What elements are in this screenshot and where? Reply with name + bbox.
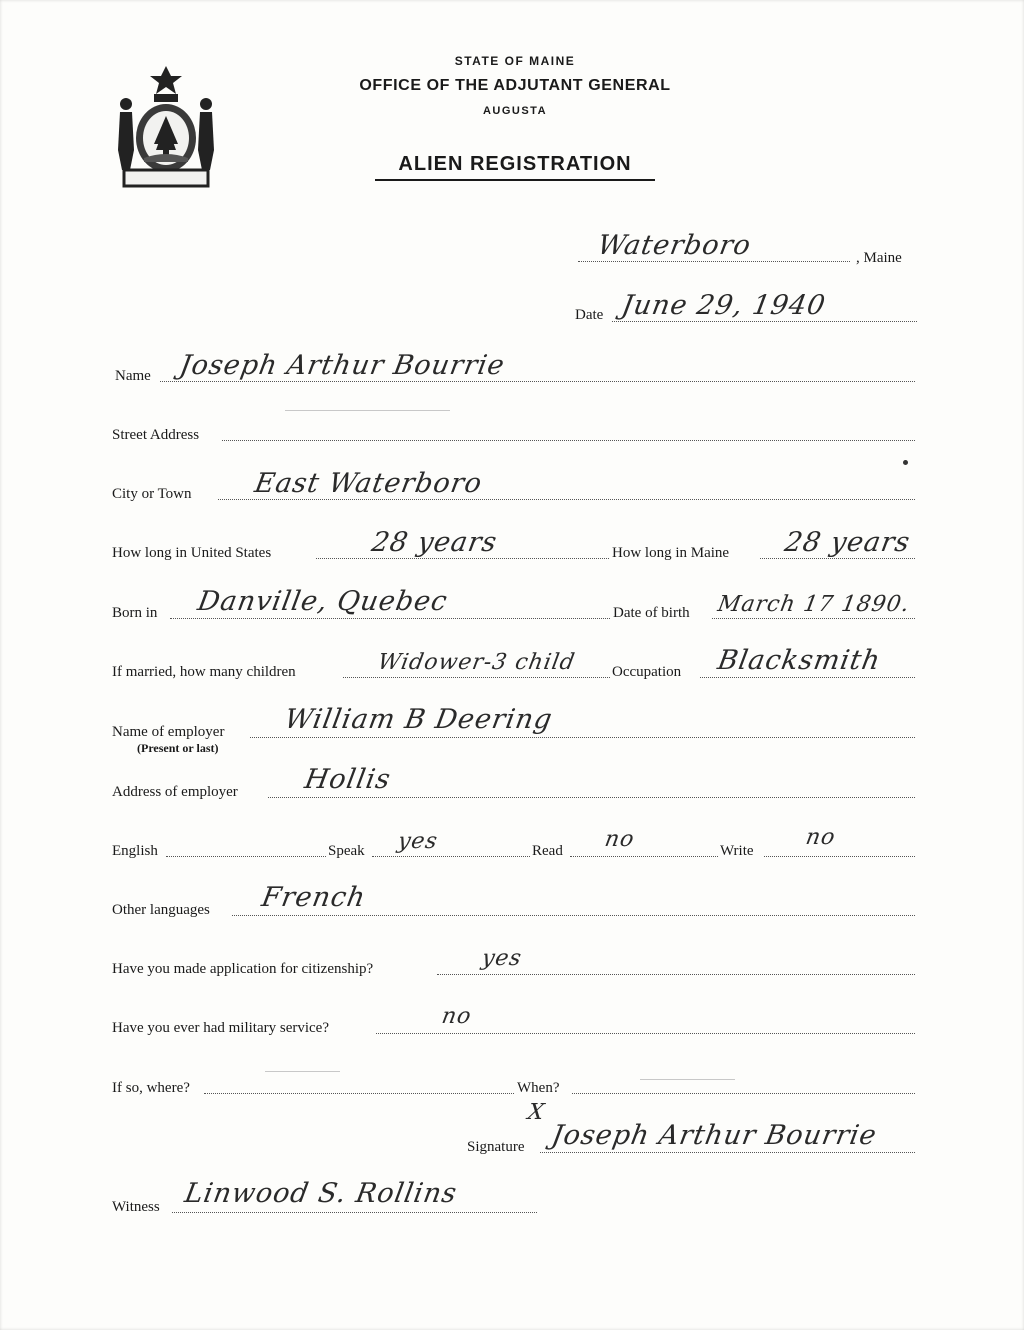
other-languages-label: Other languages (112, 902, 210, 918)
citizenship-label: Have you made application for citizenship? (112, 961, 374, 977)
how-long-maine-line (760, 558, 915, 559)
if-so-where-label: If so, where? (112, 1080, 190, 1096)
date-of-birth-value: March 17 1890. (715, 592, 912, 617)
occupation-label: Occupation (612, 664, 682, 680)
name-label: Name (115, 368, 151, 384)
city-heading: AUGUSTA (482, 105, 548, 117)
born-in-line (170, 618, 610, 619)
witness-value: Linwood S. Rollins (182, 1178, 460, 1209)
witness-line (172, 1212, 537, 1213)
speak-label: Speak (328, 843, 365, 859)
occupation-line (700, 677, 915, 678)
maine-state-seal (110, 62, 222, 190)
when-label: When? (517, 1080, 560, 1096)
employer-address-value: Hollis (302, 764, 394, 795)
born-in-value: Danville, Quebec (195, 586, 451, 617)
other-languages-line (232, 915, 915, 916)
stray-mark (285, 410, 450, 411)
if-so-where-line (204, 1093, 514, 1094)
english-line (166, 856, 326, 857)
citizenship-line (437, 974, 915, 975)
ink-speck (903, 460, 908, 465)
read-label: Read (532, 843, 563, 859)
name-line (160, 381, 915, 382)
form-title: ALIEN REGISTRATION (375, 153, 655, 181)
street-address-line (222, 440, 915, 441)
city-or-town-value: East Waterboro (252, 468, 485, 499)
how-long-maine-label: How long in Maine (612, 545, 730, 561)
name-value: Joseph Arthur Bourrie (177, 350, 508, 381)
date-of-birth-label: Date of birth (613, 605, 690, 621)
occupation-value: Blacksmith (715, 645, 884, 676)
employer-value: William B Deering (282, 704, 556, 735)
children-label: If married, how many children (112, 664, 296, 680)
signature-mark: X (525, 1100, 547, 1125)
english-label: English (112, 843, 158, 859)
employer-line (250, 737, 915, 738)
stray-mark (265, 1071, 340, 1072)
signature-label: Signature (467, 1139, 525, 1155)
military-value: no (439, 1004, 474, 1029)
military-label: Have you ever had military service? (112, 1020, 329, 1036)
witness-label: Witness (112, 1199, 160, 1215)
maine-suffix: , Maine (856, 250, 902, 266)
how-long-us-line (316, 558, 609, 559)
born-in-label: Born in (112, 605, 158, 621)
state-heading: STATE OF MAINE (454, 54, 576, 68)
citizenship-value: yes (479, 946, 524, 971)
employer-address-line (268, 797, 915, 798)
signature-line (540, 1152, 915, 1153)
signature-value: Joseph Arthur Bourrie (549, 1120, 880, 1151)
city-or-town-line (218, 499, 915, 500)
read-line (570, 856, 718, 857)
town-value: Waterboro (595, 230, 754, 261)
how-long-maine-value: 28 years (782, 527, 913, 558)
how-long-us-label: How long in United States (112, 545, 272, 561)
office-heading: OFFICE OF THE ADJUTANT GENERAL (359, 77, 671, 94)
speak-value: yes (395, 829, 440, 854)
town-line (578, 261, 850, 262)
speak-line (372, 856, 530, 857)
how-long-us-value: 28 years (369, 527, 500, 558)
stray-mark (640, 1079, 735, 1080)
write-value: no (803, 825, 838, 850)
employer-address-label: Address of employer (112, 784, 238, 800)
employer-sublabel: (Present or last) (137, 741, 219, 755)
date-of-birth-line (712, 618, 915, 619)
read-value: no (602, 827, 637, 852)
street-address-label: Street Address (112, 427, 200, 443)
date-label: Date (575, 307, 604, 323)
write-line (764, 856, 915, 857)
date-value: June 29, 1940 (619, 290, 829, 321)
other-languages-value: French (259, 882, 369, 913)
children-line (343, 677, 610, 678)
write-label: Write (720, 843, 754, 859)
children-value: Widower-3 child (375, 650, 578, 675)
city-or-town-label: City or Town (112, 486, 192, 502)
date-line (612, 321, 917, 322)
military-line (376, 1033, 915, 1034)
employer-label: Name of employer (112, 724, 225, 740)
when-line (572, 1093, 915, 1094)
